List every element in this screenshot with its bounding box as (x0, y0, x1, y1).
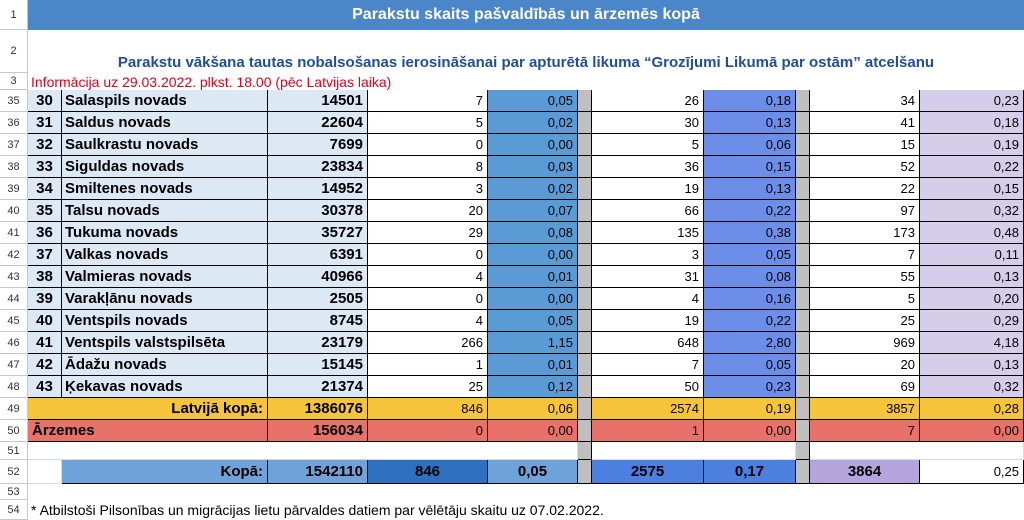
latvia-total-label[interactable]: Latvijā kopā: (28, 398, 268, 420)
percent-c[interactable]: 0,23 (920, 90, 1024, 112)
percent-c[interactable]: 4,18 (920, 332, 1024, 354)
row-number[interactable]: 36 (0, 112, 28, 134)
signatures-a[interactable]: 1 (368, 354, 488, 376)
row-number[interactable]: 39 (0, 178, 28, 200)
municipality-number[interactable]: 35 (28, 200, 62, 222)
municipality-number[interactable]: 33 (28, 156, 62, 178)
column-separator (796, 244, 810, 266)
percent-c[interactable]: 0,32 (920, 376, 1024, 398)
voters-count[interactable]: 35727 (268, 222, 368, 244)
signatures-c[interactable]: 5 (810, 288, 920, 310)
row-number[interactable]: 46 (0, 332, 28, 354)
signatures-b[interactable]: 30 (592, 112, 704, 134)
row-number[interactable]: 53 (0, 484, 28, 500)
column-separator (578, 266, 592, 288)
row-number[interactable]: 40 (0, 200, 28, 222)
percent-c[interactable]: 0,19 (920, 134, 1024, 156)
municipality-name[interactable]: Saulkrastu novads (62, 134, 268, 156)
signatures-a[interactable]: 0 (368, 420, 488, 442)
signatures-b[interactable]: 648 (592, 332, 704, 354)
signatures-a[interactable]: 846 (368, 398, 488, 420)
sheet-subtitle[interactable]: Parakstu vākšana tautas nobalsošanas ierosināšanai par apturētā likuma “Grozījumi Likumā par ostām” atcelšanu (28, 30, 1024, 73)
percent-a[interactable]: 0,01 (488, 266, 578, 288)
percent-a[interactable]: 0,00 (488, 420, 578, 442)
percent-a[interactable]: 0,05 (488, 460, 578, 484)
voters-count[interactable]: 1386076 (268, 398, 368, 420)
signatures-a[interactable]: 7 (368, 90, 488, 112)
municipality-name[interactable]: Ķekavas novads (62, 376, 268, 398)
municipality-number[interactable]: 31 (28, 112, 62, 134)
municipality-name[interactable]: Siguldas novads (62, 156, 268, 178)
voters-count[interactable]: 1542110 (268, 460, 368, 484)
signatures-c[interactable]: 34 (810, 90, 920, 112)
municipality-number[interactable]: 36 (28, 222, 62, 244)
column-separator (796, 398, 810, 420)
signatures-c[interactable]: 41 (810, 112, 920, 134)
percent-c[interactable]: 0,00 (920, 420, 1024, 442)
column-separator (796, 420, 810, 442)
column-separator (796, 442, 810, 460)
signatures-b[interactable]: 3 (592, 244, 704, 266)
empty-cell[interactable] (810, 442, 1024, 460)
row-number[interactable]: 49 (0, 398, 28, 420)
municipality-name[interactable]: Ādažu novads (62, 354, 268, 376)
percent-a[interactable]: 0,01 (488, 354, 578, 376)
percent-c[interactable]: 0,18 (920, 112, 1024, 134)
row-number[interactable]: 3 (0, 73, 28, 90)
column-separator (796, 460, 810, 484)
signatures-a[interactable]: 29 (368, 222, 488, 244)
percent-c[interactable]: 0,11 (920, 244, 1024, 266)
row-number[interactable]: 47 (0, 354, 28, 376)
signatures-b[interactable]: 7 (592, 354, 704, 376)
signatures-a[interactable]: 4 (368, 310, 488, 332)
column-separator (796, 376, 810, 398)
percent-b[interactable]: 0,05 (704, 244, 796, 266)
signatures-b[interactable]: 31 (592, 266, 704, 288)
municipality-name[interactable]: Valkas novads (62, 244, 268, 266)
column-separator (578, 442, 592, 460)
abroad-label[interactable]: Ārzemes (28, 420, 268, 442)
percent-a[interactable]: 0,00 (488, 244, 578, 266)
row-number[interactable]: 1 (0, 0, 28, 30)
signatures-c[interactable]: 173 (810, 222, 920, 244)
percent-c[interactable]: 0,32 (920, 200, 1024, 222)
percent-b[interactable]: 0,06 (704, 134, 796, 156)
percent-a[interactable]: 0,03 (488, 156, 578, 178)
voters-count[interactable]: 15145 (268, 354, 368, 376)
municipality-name[interactable]: Valmieras novads (62, 266, 268, 288)
column-separator (796, 332, 810, 354)
column-separator (796, 156, 810, 178)
row-number[interactable]: 51 (0, 442, 28, 460)
municipality-name[interactable]: Ventspils valstspilsēta (62, 332, 268, 354)
percent-a[interactable]: 0,08 (488, 222, 578, 244)
signatures-b[interactable]: 4 (592, 288, 704, 310)
voters-count[interactable]: 2505 (268, 288, 368, 310)
percent-c[interactable]: 0,15 (920, 178, 1024, 200)
percent-a[interactable]: 0,00 (488, 288, 578, 310)
signatures-a[interactable]: 0 (368, 134, 488, 156)
column-separator (578, 288, 592, 310)
voters-count[interactable]: 7699 (268, 134, 368, 156)
row-number[interactable]: 2 (0, 30, 28, 73)
signatures-c[interactable]: 52 (810, 156, 920, 178)
column-separator (796, 288, 810, 310)
column-separator (578, 178, 592, 200)
column-separator (796, 200, 810, 222)
voters-count[interactable]: 23834 (268, 156, 368, 178)
percent-b[interactable]: 0,13 (704, 112, 796, 134)
percent-c[interactable]: 0,22 (920, 156, 1024, 178)
percent-c[interactable]: 0,29 (920, 310, 1024, 332)
row-number[interactable]: 42 (0, 244, 28, 266)
signatures-c[interactable]: 3857 (810, 398, 920, 420)
voters-count[interactable]: 14501 (268, 90, 368, 112)
column-separator (796, 178, 810, 200)
percent-a[interactable]: 1,15 (488, 332, 578, 354)
info-timestamp[interactable]: Informācija uz 29.03.2022. plkst. 18.00 (pēc Latvijas laika) (28, 73, 1024, 90)
row-number[interactable]: 41 (0, 222, 28, 244)
signatures-a[interactable]: 20 (368, 200, 488, 222)
signatures-b[interactable]: 135 (592, 222, 704, 244)
row-number[interactable]: 54 (0, 500, 28, 520)
column-separator (578, 200, 592, 222)
row-number[interactable]: 44 (0, 288, 28, 310)
signatures-c[interactable]: 55 (810, 266, 920, 288)
column-separator (796, 310, 810, 332)
signatures-c[interactable]: 3864 (810, 460, 920, 484)
municipality-number[interactable]: 39 (28, 288, 62, 310)
municipality-number[interactable]: 30 (28, 90, 62, 112)
sheet-title[interactable]: Parakstu skaits pašvaldībās un ārzemēs kopā (28, 0, 1024, 30)
percent-b[interactable]: 0,15 (704, 156, 796, 178)
column-separator (578, 376, 592, 398)
percent-b[interactable]: 2,80 (704, 332, 796, 354)
signatures-c[interactable]: 7 (810, 420, 920, 442)
column-separator (578, 156, 592, 178)
row-number[interactable]: 37 (0, 134, 28, 156)
voters-count[interactable]: 21374 (268, 376, 368, 398)
percent-b[interactable]: 0,22 (704, 310, 796, 332)
municipality-number[interactable]: 38 (28, 266, 62, 288)
municipality-name[interactable]: Tukuma novads (62, 222, 268, 244)
row-number[interactable]: 48 (0, 376, 28, 398)
percent-b[interactable]: 0,19 (704, 398, 796, 420)
municipality-name[interactable]: Talsu novads (62, 200, 268, 222)
column-separator (796, 112, 810, 134)
row-number[interactable]: 50 (0, 420, 28, 442)
municipality-number[interactable]: 41 (28, 332, 62, 354)
column-separator (578, 354, 592, 376)
signatures-a[interactable]: 846 (368, 460, 488, 484)
percent-b[interactable]: 0,16 (704, 288, 796, 310)
column-separator (578, 310, 592, 332)
row-number[interactable]: 38 (0, 156, 28, 178)
signatures-b[interactable]: 19 (592, 178, 704, 200)
percent-a[interactable]: 0,02 (488, 178, 578, 200)
percent-b[interactable]: 0,22 (704, 200, 796, 222)
percent-a[interactable]: 0,05 (488, 310, 578, 332)
voters-count[interactable]: 30378 (268, 200, 368, 222)
column-separator (796, 134, 810, 156)
signatures-c[interactable]: 69 (810, 376, 920, 398)
municipality-number[interactable]: 37 (28, 244, 62, 266)
municipality-name[interactable]: Smiltenes novads (62, 178, 268, 200)
municipality-name[interactable]: Ventspils novads (62, 310, 268, 332)
municipality-number[interactable]: 40 (28, 310, 62, 332)
municipality-name[interactable]: Varakļānu novads (62, 288, 268, 310)
column-separator (578, 460, 592, 484)
percent-b[interactable]: 0,18 (704, 90, 796, 112)
column-separator (578, 112, 592, 134)
percent-a[interactable]: 0,12 (488, 376, 578, 398)
column-separator (578, 90, 592, 112)
column-separator (796, 90, 810, 112)
percent-b[interactable]: 0,05 (704, 354, 796, 376)
column-separator (796, 266, 810, 288)
voters-count[interactable]: 8745 (268, 310, 368, 332)
voters-count[interactable]: 22604 (268, 112, 368, 134)
signatures-b[interactable]: 50 (592, 376, 704, 398)
signatures-a[interactable]: 3 (368, 178, 488, 200)
column-separator (796, 222, 810, 244)
percent-a[interactable]: 0,06 (488, 398, 578, 420)
municipality-name[interactable]: Saldus novads (62, 112, 268, 134)
empty-cell[interactable] (592, 442, 796, 460)
signatures-c[interactable]: 97 (810, 200, 920, 222)
signatures-a[interactable]: 5 (368, 112, 488, 134)
percent-b[interactable]: 0,23 (704, 376, 796, 398)
voters-count[interactable]: 156034 (268, 420, 368, 442)
signatures-a[interactable]: 266 (368, 332, 488, 354)
signatures-c[interactable]: 25 (810, 310, 920, 332)
signatures-a[interactable]: 25 (368, 376, 488, 398)
column-separator (578, 332, 592, 354)
column-separator (796, 354, 810, 376)
percent-a[interactable]: 0,05 (488, 90, 578, 112)
municipality-number[interactable]: 43 (28, 376, 62, 398)
signatures-a[interactable]: 0 (368, 288, 488, 310)
signatures-b[interactable]: 2574 (592, 398, 704, 420)
footnote[interactable]: * Atbilstoši Pilsonības un migrācijas lietu pārvaldes datiem par vēlētāju skaitu uz 07.02.2022. (28, 500, 1024, 520)
percent-b[interactable]: 0,00 (704, 420, 796, 442)
row-number[interactable]: 43 (0, 266, 28, 288)
column-separator (578, 398, 592, 420)
signatures-c[interactable]: 20 (810, 354, 920, 376)
signatures-a[interactable]: 0 (368, 244, 488, 266)
signatures-a[interactable]: 8 (368, 156, 488, 178)
percent-c[interactable]: 0,28 (920, 398, 1024, 420)
signatures-c[interactable]: 22 (810, 178, 920, 200)
column-separator (578, 222, 592, 244)
column-separator (578, 420, 592, 442)
percent-a[interactable]: 0,00 (488, 134, 578, 156)
signatures-c[interactable]: 15 (810, 134, 920, 156)
percent-b[interactable]: 0,08 (704, 266, 796, 288)
municipality-name[interactable]: Salaspils novads (62, 90, 268, 112)
voters-count[interactable]: 23179 (268, 332, 368, 354)
municipality-number[interactable]: 42 (28, 354, 62, 376)
column-separator (578, 244, 592, 266)
signatures-b[interactable]: 19 (592, 310, 704, 332)
voters-count[interactable]: 40966 (268, 266, 368, 288)
percent-c[interactable]: 0,25 (920, 460, 1024, 484)
signatures-a[interactable]: 4 (368, 266, 488, 288)
signatures-c[interactable]: 969 (810, 332, 920, 354)
percent-c[interactable]: 0,13 (920, 266, 1024, 288)
signatures-b[interactable]: 26 (592, 90, 704, 112)
row-number[interactable]: 35 (0, 90, 28, 112)
empty-cell[interactable] (28, 442, 578, 460)
signatures-c[interactable]: 7 (810, 244, 920, 266)
row-number[interactable]: 45 (0, 310, 28, 332)
percent-c[interactable]: 0,20 (920, 288, 1024, 310)
column-separator (578, 134, 592, 156)
empty-cell[interactable] (28, 460, 62, 484)
percent-b[interactable]: 0,38 (704, 222, 796, 244)
municipality-number[interactable]: 34 (28, 178, 62, 200)
signatures-b[interactable]: 1 (592, 420, 704, 442)
signatures-b[interactable]: 66 (592, 200, 704, 222)
percent-c[interactable]: 0,48 (920, 222, 1024, 244)
signatures-b[interactable]: 36 (592, 156, 704, 178)
grand-total-label[interactable]: Kopā: (62, 460, 268, 484)
percent-a[interactable]: 0,02 (488, 112, 578, 134)
row-number[interactable]: 52 (0, 460, 28, 484)
percent-a[interactable]: 0,07 (488, 200, 578, 222)
signatures-b[interactable]: 5 (592, 134, 704, 156)
municipality-number[interactable]: 32 (28, 134, 62, 156)
percent-b[interactable]: 0,13 (704, 178, 796, 200)
percent-c[interactable]: 0,13 (920, 354, 1024, 376)
voters-count[interactable]: 6391 (268, 244, 368, 266)
voters-count[interactable]: 14952 (268, 178, 368, 200)
percent-b[interactable]: 0,17 (704, 460, 796, 484)
signatures-b[interactable]: 2575 (592, 460, 704, 484)
